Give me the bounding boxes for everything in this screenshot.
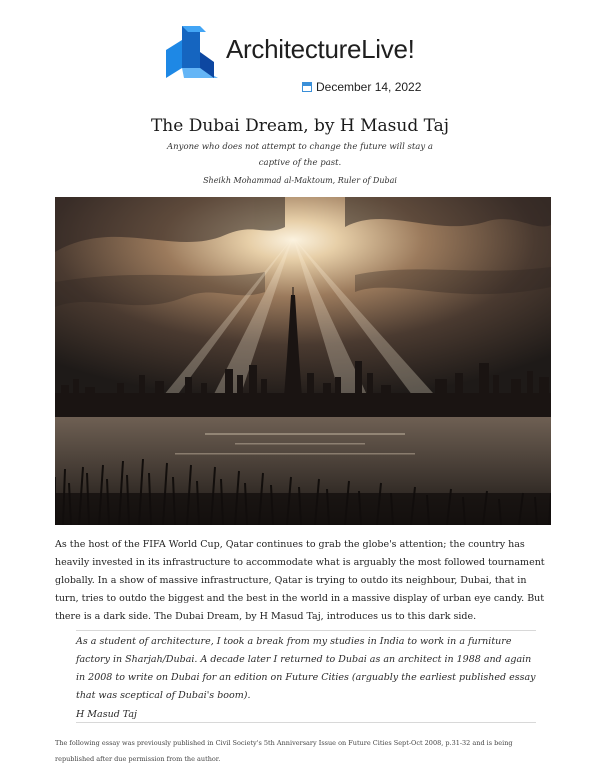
article-intro: As the host of the FIFA World Cup, Qatar continues to grab the globe's attention; the country has heavily invested in its infrastructure to accommodate what is arguably the most followed tournament globally. In a show of massive infrastructure, Qatar is trying to outdo its neighbour, Dubai, that in turn, tries to outdo the biggest and the best in the world in a massive display of urban eye candy. But there is a dark side. The Dubai Dream, by H Masud Taj, introduces us to this dark side. bbox=[55, 539, 545, 622]
epigraph: Anyone who does not attempt to change the future will stay a captive of the past. bbox=[167, 142, 433, 168]
dubai-skyline-image bbox=[55, 197, 551, 525]
site-brand[interactable]: ArchitectureLive! bbox=[226, 34, 415, 64]
pull-quote-text: As a student of architecture, I took a break from my studies in India to work in a furniture factory in Sharjah/Dubai. A decade later I returned to Dubai as an architect in 1988 and again in 2008 to write on Dubai for an edition on Future Cities (arguably the earliest published essay that was sceptical of Dubai's boom). bbox=[76, 636, 536, 701]
post-date bbox=[302, 80, 421, 94]
calendar-icon bbox=[302, 82, 312, 92]
site-header bbox=[0, 0, 600, 110]
pull-quote bbox=[76, 630, 536, 723]
hero-image bbox=[55, 197, 551, 525]
epigraph-attribution: Sheikh Mohammad al-Maktoum, Ruler of Dubai bbox=[203, 176, 397, 185]
republish-note: The following essay was previously published in Civil Society's 5th Anniversary Issue on Future Cities Sept-Oct 2008, p.31-32 and is being republished after due permission from the author. bbox=[55, 739, 513, 763]
post-date-text: December 14, 2022 bbox=[316, 80, 422, 94]
architecturelive-logo-icon[interactable] bbox=[162, 22, 222, 80]
article-title: The Dubai Dream, by H Masud Taj bbox=[150, 116, 450, 136]
pull-quote-author: H Masud Taj bbox=[76, 709, 137, 720]
